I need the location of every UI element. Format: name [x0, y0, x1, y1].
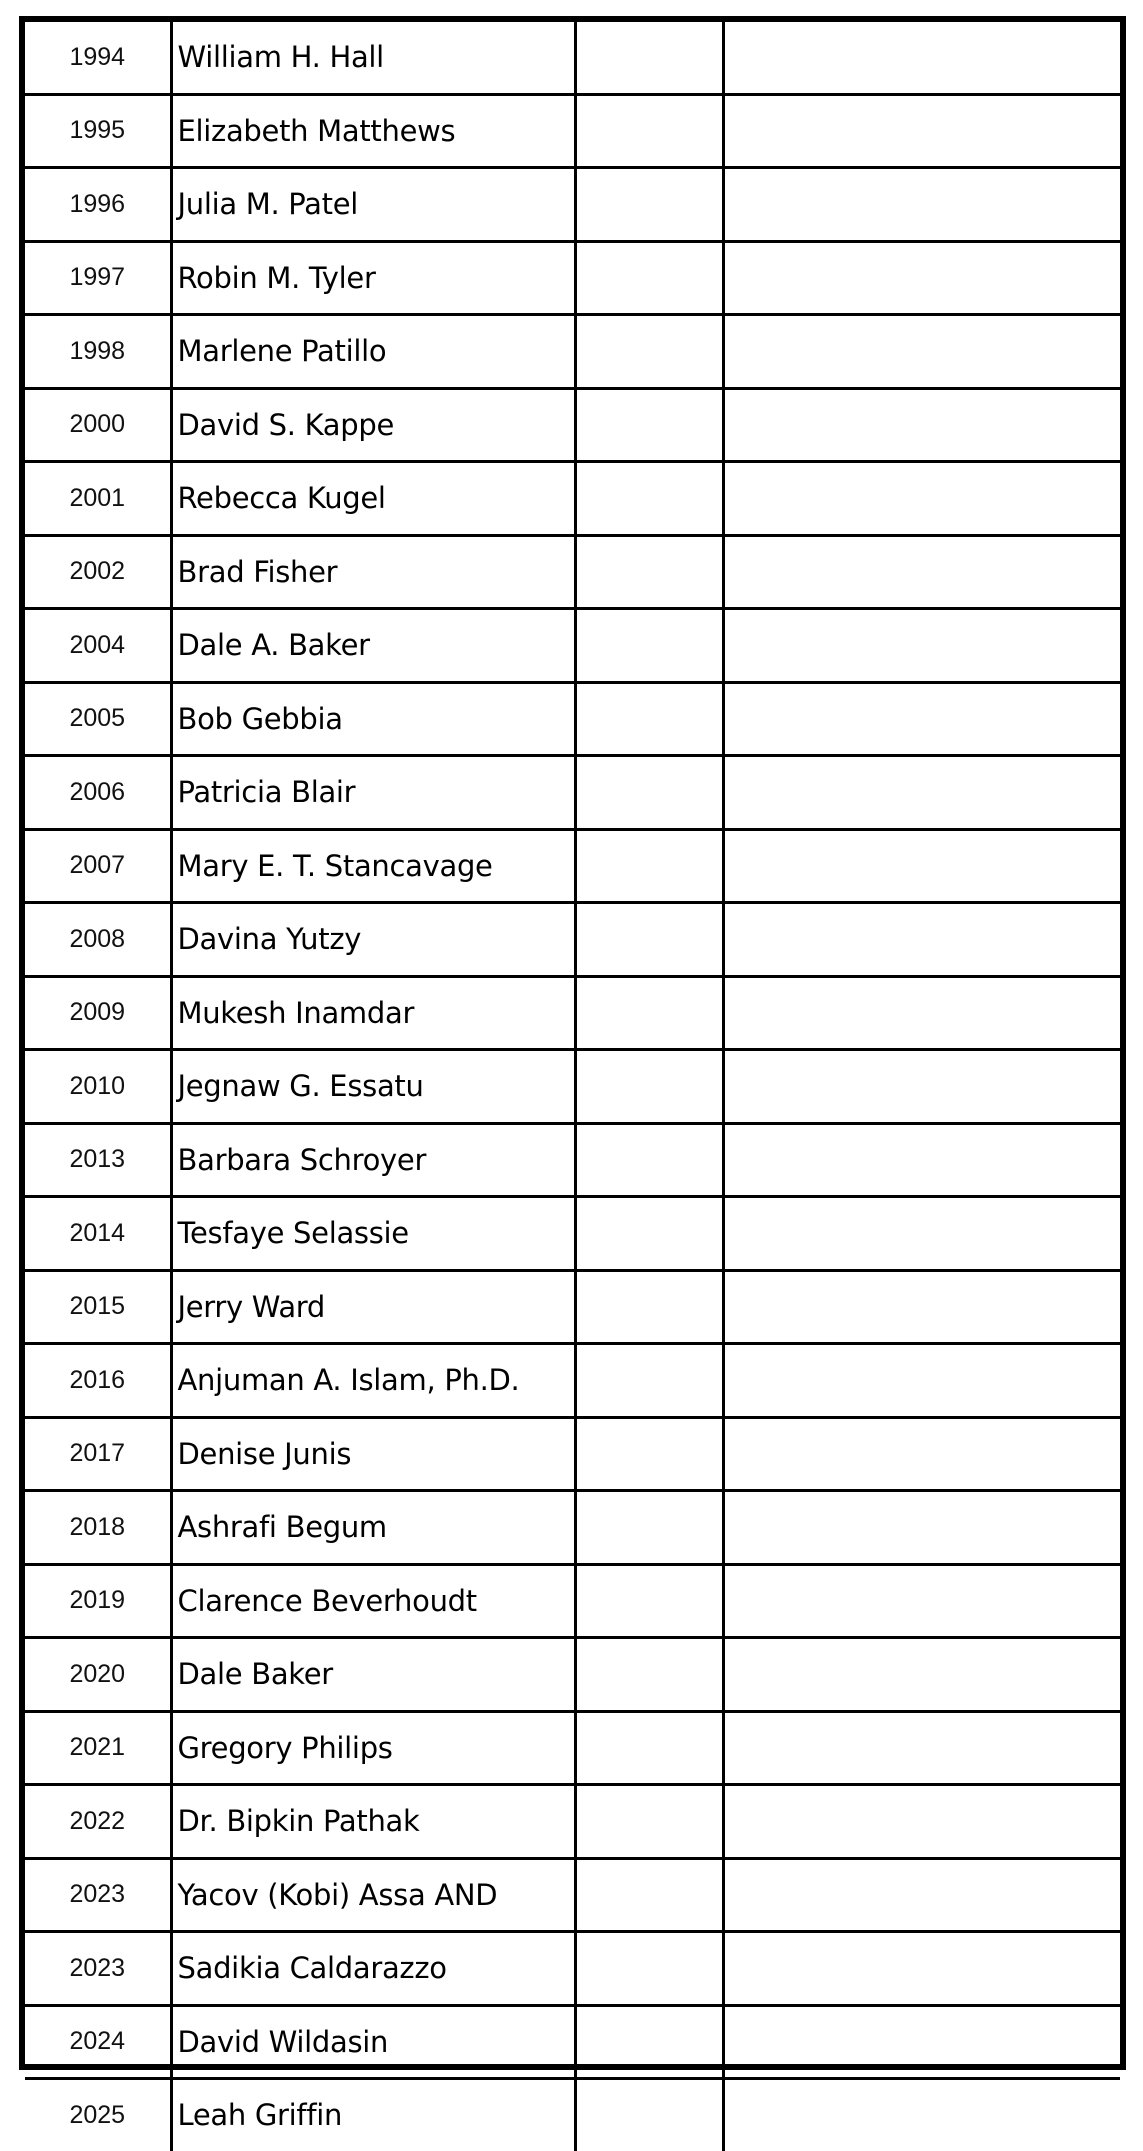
table-row	[25, 1638, 1120, 1712]
table-row	[25, 2005, 1120, 2079]
name-cell: Dale A. Baker	[171, 609, 575, 683]
empty-cell	[723, 609, 1120, 683]
empty-cell	[575, 1932, 723, 2006]
table-row	[25, 976, 1120, 1050]
empty-cell	[723, 535, 1120, 609]
name-cell: Bob Gebbia	[171, 682, 575, 756]
empty-cell	[723, 1197, 1120, 1271]
year-cell: 2023	[25, 1932, 171, 2006]
name-cell: David Wildasin	[171, 2005, 575, 2079]
empty-cell	[575, 241, 723, 315]
year-cell: 2005	[25, 682, 171, 756]
empty-cell	[575, 1858, 723, 1932]
year-cell: 2002	[25, 535, 171, 609]
table-row	[25, 829, 1120, 903]
empty-cell	[723, 976, 1120, 1050]
empty-cell	[575, 976, 723, 1050]
empty-cell	[575, 168, 723, 242]
table-row	[25, 682, 1120, 756]
year-cell: 2006	[25, 756, 171, 830]
table-row	[25, 1197, 1120, 1271]
name-cell: David S. Kappe	[171, 388, 575, 462]
empty-cell	[723, 2079, 1120, 2151]
year-cell: 2008	[25, 903, 171, 977]
year-cell: 2021	[25, 1711, 171, 1785]
empty-cell	[575, 388, 723, 462]
name-cell: Brad Fisher	[171, 535, 575, 609]
name-cell: Davina Yutzy	[171, 903, 575, 977]
empty-cell	[575, 1344, 723, 1418]
empty-cell	[723, 756, 1120, 830]
table-row	[25, 1417, 1120, 1491]
empty-cell	[575, 1270, 723, 1344]
empty-cell	[575, 1417, 723, 1491]
empty-cell	[723, 22, 1120, 94]
empty-cell	[723, 1564, 1120, 1638]
table-row	[25, 22, 1120, 94]
empty-cell	[723, 1785, 1120, 1859]
empty-cell	[575, 1711, 723, 1785]
empty-cell	[575, 1491, 723, 1565]
name-cell: Robin M. Tyler	[171, 241, 575, 315]
year-cell: 2022	[25, 1785, 171, 1859]
empty-cell	[723, 315, 1120, 389]
year-cell: 2001	[25, 462, 171, 536]
name-cell: Mukesh Inamdar	[171, 976, 575, 1050]
table-row	[25, 1123, 1120, 1197]
empty-cell	[575, 682, 723, 756]
empty-cell	[575, 22, 723, 94]
empty-cell	[575, 1638, 723, 1712]
empty-cell	[575, 903, 723, 977]
empty-cell	[575, 1785, 723, 1859]
table-row	[25, 903, 1120, 977]
empty-cell	[723, 388, 1120, 462]
table-row	[25, 462, 1120, 536]
year-cell: 2019	[25, 1564, 171, 1638]
empty-cell	[723, 1932, 1120, 2006]
name-cell: Dr. Bipkin Pathak	[171, 1785, 575, 1859]
year-cell: 1998	[25, 315, 171, 389]
empty-cell	[575, 2079, 723, 2151]
empty-cell	[575, 756, 723, 830]
year-cell: 2017	[25, 1417, 171, 1491]
name-cell: Elizabeth Matthews	[171, 94, 575, 168]
year-cell: 1996	[25, 168, 171, 242]
name-cell: Julia M. Patel	[171, 168, 575, 242]
table-row	[25, 388, 1120, 462]
table-row	[25, 1050, 1120, 1124]
empty-cell	[575, 1564, 723, 1638]
empty-cell	[575, 1050, 723, 1124]
year-cell: 2014	[25, 1197, 171, 1271]
name-cell: Tesfaye Selassie	[171, 1197, 575, 1271]
year-cell: 2023	[25, 1858, 171, 1932]
year-cell: 2024	[25, 2005, 171, 2079]
table-row	[25, 1564, 1120, 1638]
year-cell: 2020	[25, 1638, 171, 1712]
year-cell: 2013	[25, 1123, 171, 1197]
empty-cell	[723, 1638, 1120, 1712]
empty-cell	[575, 829, 723, 903]
table-frame	[19, 16, 1126, 2133]
year-cell: 2004	[25, 609, 171, 683]
empty-cell	[723, 1711, 1120, 1785]
year-cell: 2010	[25, 1050, 171, 1124]
empty-cell	[723, 1270, 1120, 1344]
table-row	[25, 609, 1120, 683]
name-cell: William H. Hall	[171, 22, 575, 94]
award-recipients-table	[25, 22, 1120, 2151]
empty-cell	[723, 168, 1120, 242]
table-row	[25, 1270, 1120, 1344]
name-cell: Gregory Philips	[171, 1711, 575, 1785]
table-row	[25, 241, 1120, 315]
empty-cell	[723, 241, 1120, 315]
name-cell: Anjuman A. Islam, Ph.D.	[171, 1344, 575, 1418]
table-row	[25, 1932, 1120, 2006]
empty-cell	[723, 1123, 1120, 1197]
year-cell: 2015	[25, 1270, 171, 1344]
name-cell: Rebecca Kugel	[171, 462, 575, 536]
table-row	[25, 94, 1120, 168]
name-cell: Patricia Blair	[171, 756, 575, 830]
table-row	[25, 1344, 1120, 1418]
empty-cell	[575, 1123, 723, 1197]
name-cell: Mary E. T. Stancavage	[171, 829, 575, 903]
empty-cell	[575, 315, 723, 389]
empty-cell	[575, 462, 723, 536]
year-cell: 1995	[25, 94, 171, 168]
year-cell: 2016	[25, 1344, 171, 1418]
empty-cell	[575, 535, 723, 609]
empty-cell	[723, 94, 1120, 168]
empty-cell	[723, 903, 1120, 977]
empty-cell	[723, 829, 1120, 903]
name-cell: Yacov (Kobi) Assa AND	[171, 1858, 575, 1932]
table-row	[25, 535, 1120, 609]
name-cell: Marlene Patillo	[171, 315, 575, 389]
name-cell: Leah Griffin	[171, 2079, 575, 2151]
empty-cell	[575, 1197, 723, 1271]
empty-cell	[575, 94, 723, 168]
table-row	[25, 2079, 1120, 2151]
empty-cell	[723, 682, 1120, 756]
year-cell: 2009	[25, 976, 171, 1050]
empty-cell	[723, 1858, 1120, 1932]
table-row	[25, 1711, 1120, 1785]
empty-cell	[723, 2005, 1120, 2079]
year-cell: 1994	[25, 22, 171, 94]
table-row	[25, 756, 1120, 830]
empty-cell	[723, 1344, 1120, 1418]
empty-cell	[575, 2005, 723, 2079]
year-cell: 1997	[25, 241, 171, 315]
table-row	[25, 1858, 1120, 1932]
year-cell: 2007	[25, 829, 171, 903]
table-row	[25, 315, 1120, 389]
year-cell: 2000	[25, 388, 171, 462]
empty-cell	[723, 1491, 1120, 1565]
year-cell: 2018	[25, 1491, 171, 1565]
name-cell: Sadikia Caldarazzo	[171, 1932, 575, 2006]
name-cell: Ashrafi Begum	[171, 1491, 575, 1565]
table-row	[25, 1785, 1120, 1859]
year-cell: 2025	[25, 2079, 171, 2151]
name-cell: Denise Junis	[171, 1417, 575, 1491]
empty-cell	[723, 462, 1120, 536]
table-body	[25, 22, 1120, 2151]
name-cell: Clarence Beverhoudt	[171, 1564, 575, 1638]
table-row	[25, 1491, 1120, 1565]
table-row	[25, 168, 1120, 242]
empty-cell	[575, 609, 723, 683]
name-cell: Jegnaw G. Essatu	[171, 1050, 575, 1124]
name-cell: Barbara Schroyer	[171, 1123, 575, 1197]
name-cell: Jerry Ward	[171, 1270, 575, 1344]
empty-cell	[723, 1050, 1120, 1124]
name-cell: Dale Baker	[171, 1638, 575, 1712]
empty-cell	[723, 1417, 1120, 1491]
